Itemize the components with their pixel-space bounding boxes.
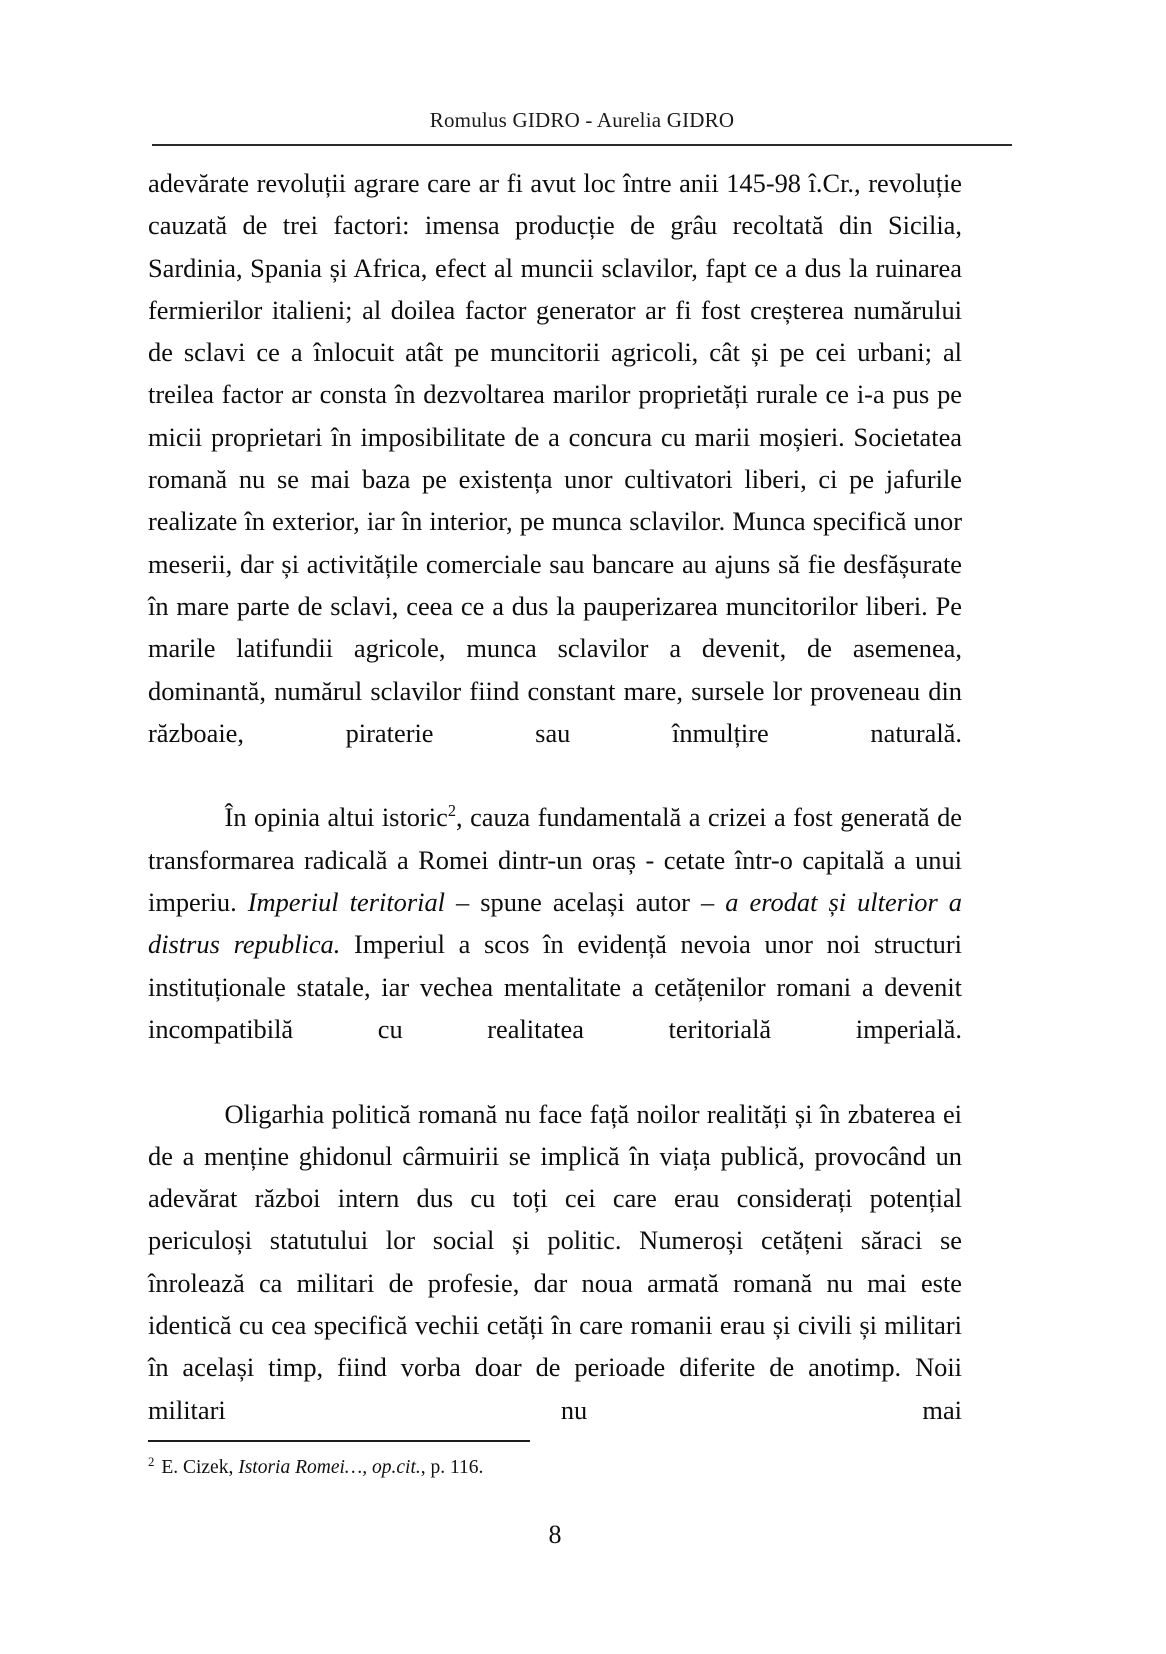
italic-phrase-a-erodat: a erodat și ulterior a distrus republica.: [148, 887, 962, 960]
header-rule: [152, 144, 1012, 146]
footnote-reference-2[interactable]: 2: [447, 801, 456, 821]
running-head: Romulus GIDRO - Aurelia GIDRO: [429, 108, 735, 132]
paragraph-2-text-d: Imperiul a scos în evidență nevoia unor noi structuri instituționale statale, iar vechea mentalitate a cetățenilor romani a devenit incompatibilă cu realitatea teritorială imperială.: [148, 929, 962, 1044]
paragraph-1-text: adevărate revoluții agrare care ar fi avut loc între anii 145-98 î.Cr., revoluție cauzată de trei factori: imensa producție de grâu recoltată din Sicilia, Sardinia, Spania și Africa, efect al muncii sclavilor, fapt ce a dus la ruinarea fermierilor italieni; al doilea factor generator ar fi fost creșterea numărului de sclavi ce a înlocuit atât pe muncitorii agricoli, cât și pe cei urbani; al treilea factor ar consta în dezvoltarea marilor proprietăți rurale ce i-a pus pe micii proprietari în imposibilitate de a concura cu marii moșieri. Societatea romană nu se mai baza pe existența unor cultivatori liberi, ci pe jafurile realizate în exterior, iar în interior, pe munca sclavilor. Munca specifică unor meserii, dar și activitățile comerciale sau bancare au ajuns să fie desfășurate în mare parte de sclavi, ceea ce a dus la pauperizarea muncitorilor liberi. Pe marile latifundii agricole, munca sclavilor a devenit, de asemenea, dominantă, numărul sclavilor fiind constant mare, sursele lor proveneau din războaie, piraterie sau înmulțire naturală.: [148, 168, 962, 748]
body-text-block: [148, 162, 962, 1473]
paragraph-second: [148, 796, 962, 1092]
paragraph-3-text: Oligarhia politică romană nu face față noilor realități și în zbaterea ei de a menține ghidonul cârmuirii se implică în viața publică, provocând un adevărat război intern dus cu toți cei care erau considerați potențial periculoși statutului lor social și politic. Numeroși cetățeni săraci se înrolează ca militari de profesie, dar noua armată romană nu mai este identică cu cea specifică vechii cetăți în care romanii erau și civili și militari în același timp, fiind vorba doar de perioade diferite de anotimp. Noii militari nu mai: [148, 1098, 962, 1425]
paragraph-2-text-b: , cauza fundamentală a crizei a fost generată de transformarea radicală a Romei dintr-un oraș - cetate într-o capitală a unui imperiu.: [148, 802, 962, 918]
paragraph-third: [148, 1093, 962, 1474]
page-number: 8: [548, 1520, 562, 1549]
footnote-italic-title: Istoria Romei…, op.cit.: [238, 1457, 421, 1478]
footnote-text-before: E. Cizek,: [156, 1457, 239, 1478]
paragraph-2-text-c: – spune același autor –: [444, 887, 726, 918]
paragraph-first: [148, 162, 962, 796]
footnote-separator-rule: [148, 1440, 530, 1442]
footnote-text-after: , p. 116.: [420, 1457, 484, 1478]
italic-phrase-imperiul-teritorial: Imperiul teritorial: [247, 887, 445, 918]
footnote-number: 2: [148, 1454, 155, 1469]
paragraph-2-text-a: În opinia altui istoric: [224, 802, 448, 833]
footnote-entry: [148, 1455, 962, 1481]
